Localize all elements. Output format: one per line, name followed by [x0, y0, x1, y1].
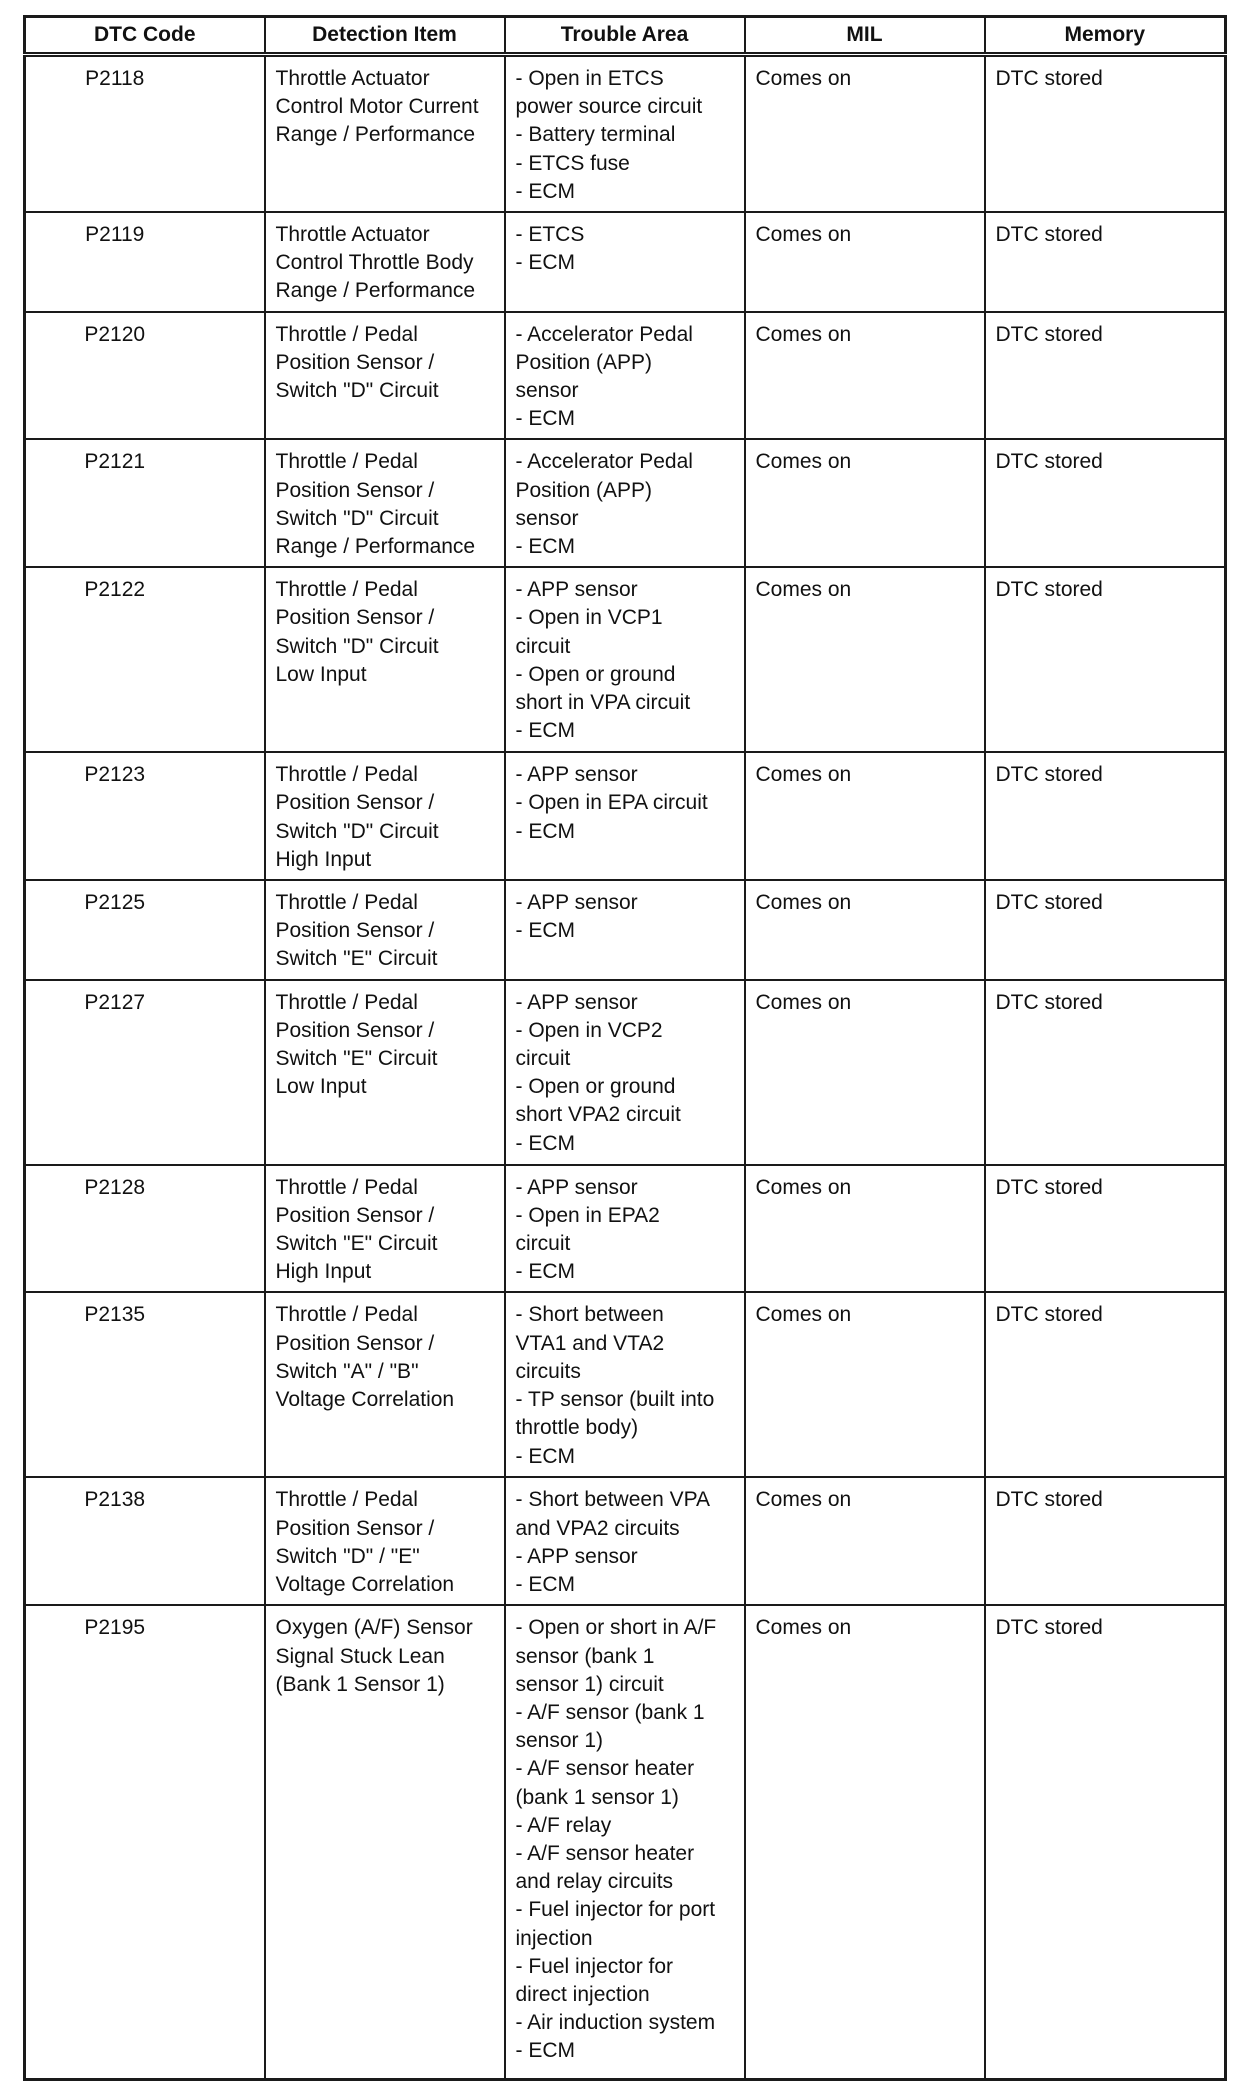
memory-cell: DTC stored: [985, 1165, 1226, 1293]
area-line: - Short between: [515, 1303, 664, 1327]
memory-cell: DTC stored: [985, 212, 1226, 312]
item-line: Throttle / Pedal: [275, 1488, 418, 1512]
item-line: Throttle / Pedal: [275, 578, 418, 602]
memory-cell: DTC stored: [985, 1605, 1226, 2079]
trouble-area-cell: [505, 567, 745, 752]
item-line: Position Sensor /: [275, 1331, 435, 1355]
memory-cell: DTC stored: [985, 1477, 1226, 1605]
item-line: Signal Stuck Lean: [275, 1644, 445, 1668]
table-row: [25, 880, 1226, 980]
area-line: - ETCS: [515, 223, 585, 247]
area-line: - Accelerator Pedal: [515, 322, 693, 346]
mil-cell: Comes on: [745, 312, 985, 440]
table-row: [25, 439, 1226, 567]
area-line: - Fuel injector for port: [515, 1898, 716, 1922]
area-line: circuit: [515, 634, 571, 658]
dtc-code-cell: P2195: [25, 1605, 265, 2079]
detection-item-cell: [265, 752, 505, 880]
detection-item-cell: [265, 1292, 505, 1477]
item-line: Voltage Correlation: [275, 1573, 455, 1597]
trouble-area-cell: [505, 312, 745, 440]
item-line: Throttle / Pedal: [275, 322, 418, 346]
detection-item-cell: [265, 212, 505, 312]
area-line: - Open in ETCS: [515, 67, 664, 90]
area-line: - APP sensor: [515, 1544, 638, 1568]
item-line: Position Sensor /: [275, 1018, 435, 1042]
area-line: - ECM: [515, 407, 575, 431]
item-line: Throttle / Pedal: [275, 1175, 418, 1199]
area-line: - ECM: [515, 179, 575, 203]
item-line: Throttle Actuator: [275, 67, 430, 90]
mil-cell: Comes on: [745, 1292, 985, 1477]
item-line: Switch "D" Circuit: [275, 379, 439, 403]
area-line: sensor (bank 1: [515, 1644, 655, 1668]
table-row: [25, 55, 1226, 213]
item-line: Switch "D" / "E": [275, 1544, 420, 1568]
item-line: Position Sensor /: [275, 1203, 435, 1227]
table-row: [25, 980, 1226, 1165]
area-line: short in VPA circuit: [515, 691, 691, 715]
trouble-area-cell: [505, 1605, 745, 2079]
item-line: Throttle Actuator: [275, 223, 430, 247]
trouble-area-cell: [505, 980, 745, 1165]
table-row: [25, 1292, 1226, 1477]
header-mil: MIL: [745, 17, 985, 55]
memory-cell: DTC stored: [985, 1292, 1226, 1477]
memory-cell: DTC stored: [985, 880, 1226, 980]
item-line: Position Sensor /: [275, 350, 435, 374]
item-line: Range / Performance: [275, 123, 476, 147]
dtc-code-cell: P2127: [25, 980, 265, 1165]
area-line: sensor 1): [515, 1729, 604, 1753]
table-row: [25, 567, 1226, 752]
item-line: Low Input: [275, 662, 367, 686]
header-detection-item: Detection Item: [265, 17, 505, 55]
area-line: sensor: [515, 379, 579, 403]
mil-cell: Comes on: [745, 567, 985, 752]
dtc-code-cell: P2122: [25, 567, 265, 752]
detection-item-cell: [265, 312, 505, 440]
table-row: [25, 1605, 1226, 2079]
detection-item-cell: [265, 55, 505, 213]
item-line: Position Sensor /: [275, 478, 435, 502]
area-line: - A/F sensor heater: [515, 1841, 695, 1865]
item-line: Control Throttle Body: [275, 251, 474, 275]
item-line: Switch "A" / "B": [275, 1359, 419, 1383]
area-line: circuit: [515, 1047, 571, 1071]
area-line: - A/F relay: [515, 1813, 612, 1837]
trouble-area-cell: [505, 1477, 745, 1605]
memory-cell: DTC stored: [985, 55, 1226, 213]
dtc-code-cell: P2125: [25, 880, 265, 980]
area-line: - APP sensor: [515, 578, 638, 602]
area-line: - ECM: [515, 2039, 575, 2063]
item-line: Throttle / Pedal: [275, 1303, 418, 1327]
detection-item-cell: [265, 567, 505, 752]
area-line: - A/F sensor heater: [515, 1757, 695, 1781]
table-row: [25, 752, 1226, 880]
area-line: - Open or ground: [515, 662, 676, 686]
table-row: [25, 312, 1226, 440]
area-line: circuits: [515, 1359, 581, 1383]
trouble-area-cell: [505, 439, 745, 567]
area-line: - Accelerator Pedal: [515, 450, 693, 474]
detection-item-cell: [265, 880, 505, 980]
area-line: - ECM: [515, 1131, 575, 1155]
area-line: - ECM: [515, 1444, 575, 1468]
mil-cell: Comes on: [745, 55, 985, 213]
area-line: - ECM: [515, 819, 575, 843]
area-line: Position (APP): [515, 350, 653, 374]
area-line: - APP sensor: [515, 990, 638, 1014]
area-line: - TP sensor (built into: [515, 1388, 715, 1412]
table-row: [25, 1477, 1226, 1605]
dtc-code-cell: P2121: [25, 439, 265, 567]
mil-cell: Comes on: [745, 1605, 985, 2079]
area-line: - Open in VCP1: [515, 606, 663, 630]
area-line: sensor: [515, 506, 579, 530]
item-line: Position Sensor /: [275, 1516, 435, 1540]
mil-cell: Comes on: [745, 752, 985, 880]
trouble-area-cell: [505, 212, 745, 312]
memory-cell: DTC stored: [985, 567, 1226, 752]
mil-cell: Comes on: [745, 1165, 985, 1293]
dtc-code-cell: P2128: [25, 1165, 265, 1293]
table-row: [25, 1165, 1226, 1293]
area-line: - ECM: [515, 535, 575, 559]
trouble-area-cell: [505, 1165, 745, 1293]
area-line: - ECM: [515, 719, 575, 743]
area-line: - Battery terminal: [515, 123, 676, 147]
dtc-code-cell: P2119: [25, 212, 265, 312]
area-line: - Air induction system: [515, 2011, 716, 2035]
dtc-code-cell: P2123: [25, 752, 265, 880]
area-line: Position (APP): [515, 478, 653, 502]
area-line: - Open in EPA circuit: [515, 791, 708, 815]
area-line: direct injection: [515, 1982, 650, 2006]
item-line: Throttle / Pedal: [275, 891, 418, 915]
detection-item-cell: [265, 439, 505, 567]
trouble-area-cell: [505, 752, 745, 880]
item-line: Oxygen (A/F) Sensor: [275, 1616, 473, 1640]
item-line: High Input: [275, 1260, 372, 1284]
area-line: - Open or short in A/F: [515, 1616, 717, 1640]
area-line: - APP sensor: [515, 891, 638, 915]
area-line: circuit: [515, 1232, 571, 1256]
area-line: short VPA2 circuit: [515, 1103, 681, 1127]
item-line: Switch "E" Circuit: [275, 1047, 438, 1071]
table-body: [25, 55, 1226, 2080]
detection-item-cell: [265, 980, 505, 1165]
header-dtc-code: DTC Code: [25, 17, 265, 55]
item-line: Position Sensor /: [275, 791, 435, 815]
area-line: - Open or ground: [515, 1075, 676, 1099]
header-trouble-area: Trouble Area: [505, 17, 745, 55]
area-line: sensor 1) circuit: [515, 1672, 664, 1696]
area-line: - ECM: [515, 919, 575, 943]
memory-cell: DTC stored: [985, 439, 1226, 567]
item-line: Switch "D" Circuit: [275, 634, 439, 658]
dtc-code-cell: P2118: [25, 55, 265, 213]
area-line: - A/F sensor (bank 1: [515, 1700, 705, 1724]
area-line: - APP sensor: [515, 763, 638, 787]
trouble-area-cell: [505, 55, 745, 213]
area-line: and relay circuits: [515, 1870, 674, 1894]
item-line: (Bank 1 Sensor 1): [275, 1672, 445, 1696]
area-line: and VPA2 circuits: [515, 1516, 680, 1540]
area-line: - ECM: [515, 1573, 575, 1597]
item-line: Switch "E" Circuit: [275, 1232, 438, 1256]
header-row: [25, 17, 1226, 55]
item-line: Range / Performance: [275, 535, 476, 559]
detection-item-cell: [265, 1477, 505, 1605]
item-line: Switch "E" Circuit: [275, 947, 438, 971]
trouble-area-cell: [505, 1292, 745, 1477]
area-line: - Fuel injector for: [515, 1954, 674, 1978]
item-line: Position Sensor /: [275, 919, 435, 943]
area-line: (bank 1 sensor 1): [515, 1785, 679, 1809]
area-line: - APP sensor: [515, 1175, 638, 1199]
item-line: Voltage Correlation: [275, 1388, 455, 1412]
trouble-area-cell: [505, 880, 745, 980]
area-line: - Open in VCP2: [515, 1018, 663, 1042]
memory-cell: DTC stored: [985, 312, 1226, 440]
memory-cell: DTC stored: [985, 752, 1226, 880]
mil-cell: Comes on: [745, 980, 985, 1165]
area-line: - Short between VPA: [515, 1488, 711, 1512]
area-line: injection: [515, 1926, 593, 1950]
dtc-code-cell: P2138: [25, 1477, 265, 1605]
mil-cell: Comes on: [745, 880, 985, 980]
item-line: Throttle / Pedal: [275, 450, 418, 474]
mil-cell: Comes on: [745, 1477, 985, 1605]
mil-cell: Comes on: [745, 212, 985, 312]
dtc-code-cell: P2120: [25, 312, 265, 440]
dtc-table: [23, 15, 1227, 2081]
area-line: - ECM: [515, 251, 575, 275]
detection-item-cell: [265, 1165, 505, 1293]
item-line: Throttle / Pedal: [275, 990, 418, 1014]
item-line: Position Sensor /: [275, 606, 435, 630]
memory-cell: DTC stored: [985, 980, 1226, 1165]
item-line: Control Motor Current: [275, 95, 479, 119]
dtc-code-cell: P2135: [25, 1292, 265, 1477]
area-line: - ETCS fuse: [515, 151, 630, 175]
item-line: Range / Performance: [275, 279, 476, 303]
item-line: Switch "D" Circuit: [275, 819, 439, 843]
area-line: - ECM: [515, 1260, 575, 1284]
item-line: Switch "D" Circuit: [275, 506, 439, 530]
area-line: power source circuit: [515, 95, 703, 119]
area-line: - Open in EPA2: [515, 1203, 660, 1227]
header-memory: Memory: [985, 17, 1226, 55]
item-line: Low Input: [275, 1075, 367, 1099]
area-line: throttle body): [515, 1416, 639, 1440]
mil-cell: Comes on: [745, 439, 985, 567]
table-row: [25, 212, 1226, 312]
area-line: VTA1 and VTA2: [515, 1331, 665, 1355]
detection-item-cell: [265, 1605, 505, 2079]
item-line: Throttle / Pedal: [275, 763, 418, 787]
item-line: High Input: [275, 847, 372, 871]
